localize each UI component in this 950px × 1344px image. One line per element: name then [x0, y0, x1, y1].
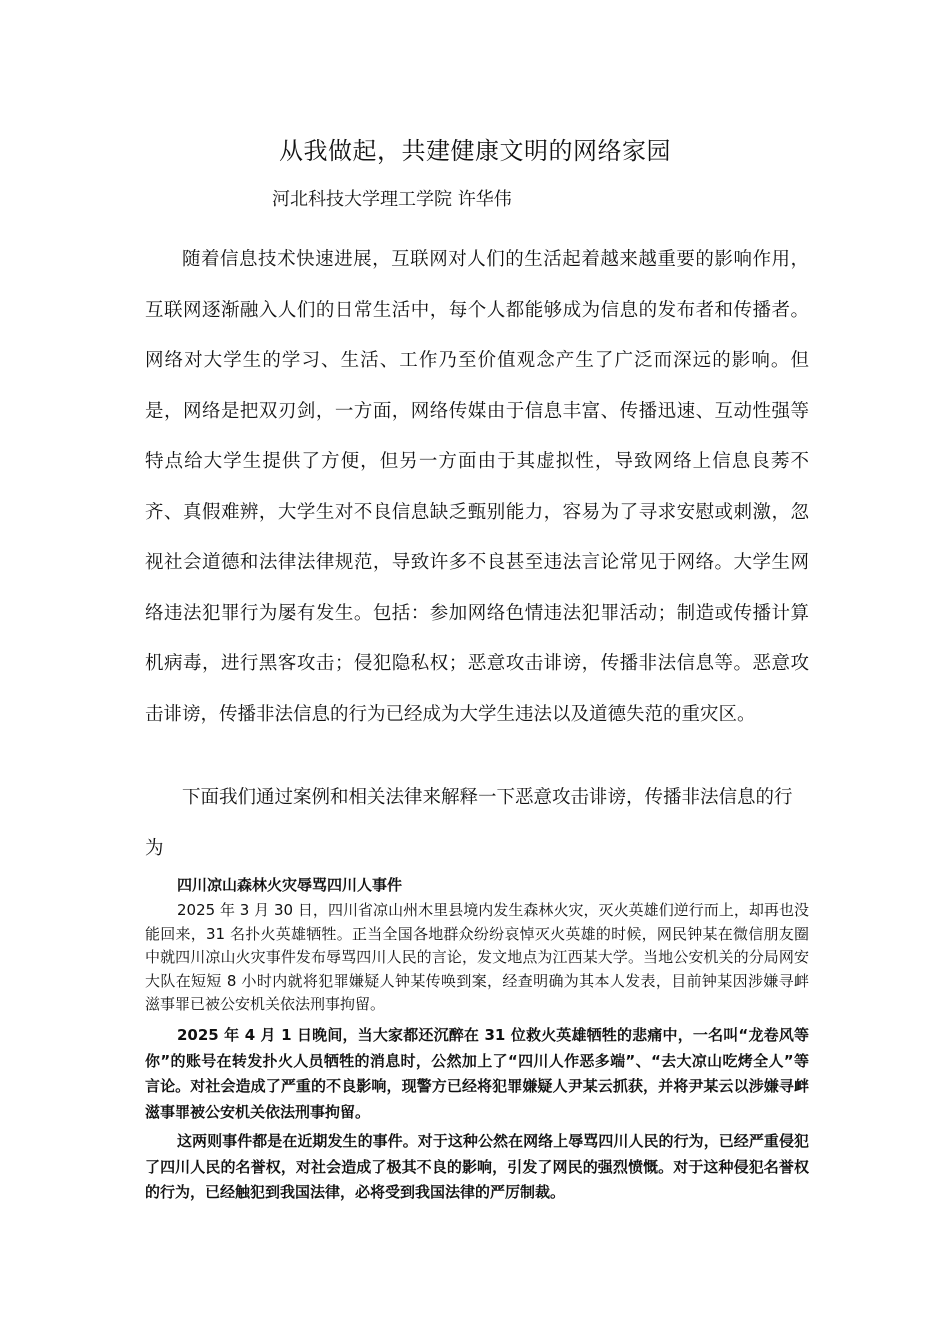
intro-paragraph: 随着信息技术快速进展，互联网对人们的生活起着越来越重要的影响作用，互联网逐渐融入人们的日常生活中，每个人都能够成为信息的发布者和传播者。网络对大学生的学习、生活、工作乃至价值观念产生了广泛而深远的影响。但是，网络是把双刃剑，一方面，网络传媒由于信息丰富、传播迅速、互动性强等特点给大学生提供了方便，但另一方面由于其虚拟性，导致网络上信息良莠不齐、真假难辨，大学生对不良信息缺乏甄别能力，容易为了寻求安慰或刺激，忽视社会道德和法律法律规范，导致许多不良甚至违法言论常见于网络。大学生网络违法犯罪行为屡有发生。包括：参加网络色情违法犯罪活动；制造或传播计算机病毒，进行黑客攻击；侵犯隐私权；恶意攻击诽谤，传播非法信息等。恶意攻击诽谤，传播非法信息的行为已经成为大学生违法以及道德失范的重灾区。: [145, 249, 809, 725]
transition-paragraph: 下面我们通过案例和相关法律来解释一下恶意攻击诽谤，传播非法信息的行为: [145, 787, 793, 859]
case-paragraph: 2025 年 3 月 30 日，四川省凉山州木里县境内发生森林火灾，灭火英雄们逆行而上，却再也没能回来，31 名扑火英雄牺牲。正当全国各地群众纷纷哀悼灭火英雄的时候，网民钟某在微信朋友圈中就四川凉山火灾事件发布辱骂四川人民的言论，发文地点为江西某大学。当地公安机关的分局网安大队在短短 8 小时内就将犯罪嫌疑人钟某传唤到案，经查明确为其本人发表，目前钟某因涉嫌寻衅滋事罪已被公安机关依法刑事拘留。: [145, 901, 809, 1013]
document-title: 从我做起，共建健康文明的网络家园: [279, 137, 671, 165]
author-line: 河北科技大学理工学院 许华伟: [272, 189, 512, 210]
case-heading: 四川凉山森林火灾辱骂四川人事件: [177, 876, 403, 894]
conclusion-paragraph: 这两则事件都是在近期发生的事件。对于这种公然在网络上辱骂四川人民的行为，已经严重侵犯了四川人民的名誉权，对社会造成了极其不良的影响，引发了网民的强烈愤慨。对于这种侵犯名誉权的行为，已经触犯到我国法律，必将受到我国法律的严厉制裁。: [145, 1132, 809, 1201]
case-paragraph-bold: 2025 年 4 月 1 日晚间，当大家都还沉醉在 31 位救火英雄牺牲的悲痛中，一名叫“龙卷风等你”的账号在转发扑火人员牺牲的消息时，公然加上了“四川人作恶多端”、“去大凉山吃烤全人”等言论。对社会造成了严重的不良影响，现警方已经将犯罪嫌疑人尹某云抓获，并将尹某云以涉嫌寻衅滋事罪被公安机关依法刑事拘留。: [145, 1026, 809, 1121]
